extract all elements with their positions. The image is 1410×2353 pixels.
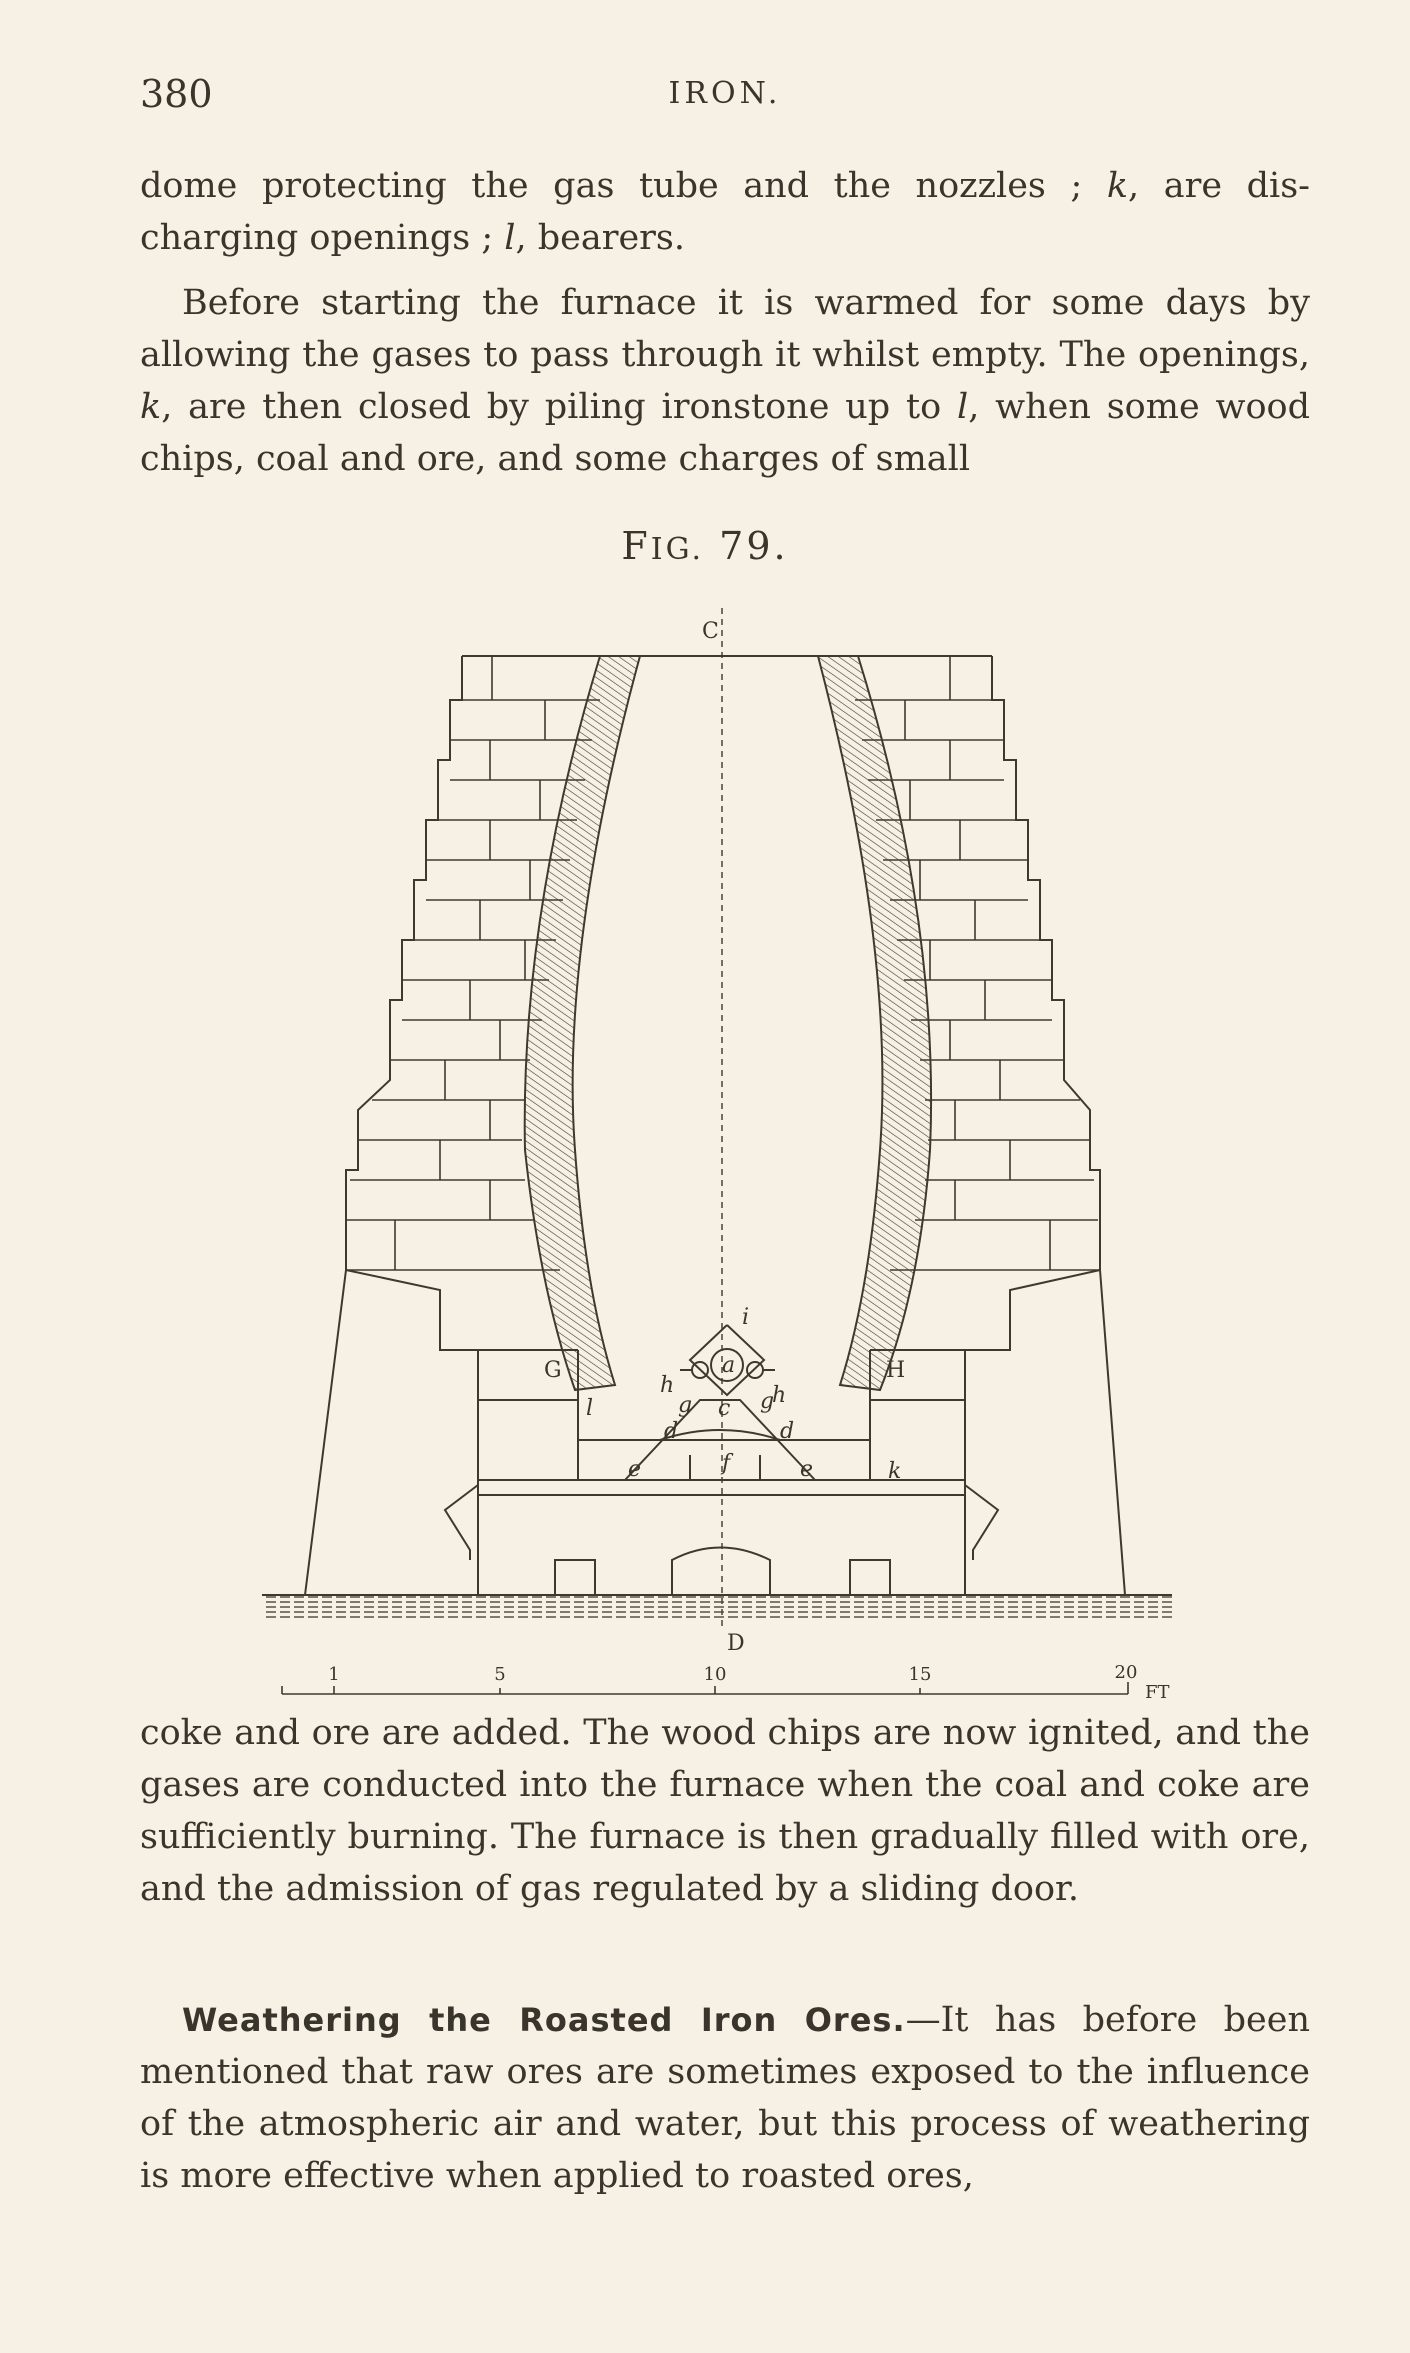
- right-outer-wall: [992, 656, 1125, 1595]
- page-header: [140, 72, 1310, 122]
- running-head: IRON.: [668, 76, 782, 111]
- paragraph-2-text-a: Before starting the furnace it is warmed for some days by allowing the gases to pass through it whilst empty. The openings,: [140, 283, 1310, 375]
- caption-number: 79.: [719, 524, 789, 568]
- label-C: C: [702, 619, 719, 644]
- scale-unit: FT: [1145, 1682, 1170, 1703]
- paragraph-2-italic-k: k: [140, 387, 162, 427]
- scale-tick-5: 5: [494, 1664, 506, 1685]
- label-h-right: h: [772, 1383, 787, 1408]
- scale-tick-1: 1: [328, 1664, 340, 1685]
- label-G: G: [544, 1358, 562, 1383]
- scale-tick-20: 20: [1114, 1662, 1138, 1683]
- label-c: c: [718, 1396, 731, 1421]
- label-a: a: [722, 1353, 736, 1378]
- paragraph-2-text-c: , when some wood chips, coal and ore, and some charges of small: [140, 387, 1310, 479]
- label-e-right: e: [800, 1457, 814, 1482]
- furnace-figure: [0, 590, 1410, 1720]
- furnace-base: [346, 1270, 1100, 1595]
- paragraph-1-text-c: , bearers.: [515, 218, 685, 258]
- label-g-left: g: [678, 1393, 693, 1418]
- label-d-left: d: [664, 1419, 679, 1444]
- label-g-right: g: [760, 1389, 775, 1414]
- figure-caption: [0, 524, 1410, 568]
- paragraph-2: [140, 277, 1310, 485]
- paragraph-4: [140, 1994, 1310, 2202]
- caption-label: IG.: [650, 532, 705, 567]
- label-i: i: [742, 1305, 750, 1330]
- page-number: 380: [140, 72, 213, 116]
- scale-tick-10: 10: [703, 1664, 727, 1685]
- left-outer-wall: [305, 656, 462, 1595]
- paragraph-1-italic-l: l: [504, 218, 516, 258]
- paragraph-4-text: —It has before been mentioned that raw ores are sometimes exposed to the influence of the atmospheric air and water, but this process of weathering is more effective when applied to roasted ores,: [140, 2000, 1310, 2196]
- ground-strip: [262, 1593, 1172, 1619]
- label-f: f: [722, 1451, 731, 1476]
- paragraph-1: [140, 160, 1310, 264]
- scale-tick-15: 15: [908, 1664, 932, 1685]
- paragraph-1-text-b: , are dis-charging openings ;: [140, 166, 1310, 258]
- section-heading: Weathering the Roasted Iron Ores.: [182, 2001, 906, 2039]
- paragraph-1-text-a: dome protecting the gas tube and the nozzles ;: [140, 166, 1107, 206]
- right-lining-wall: [818, 656, 931, 1390]
- label-D: D: [727, 1631, 745, 1656]
- caption-initial: F: [621, 524, 651, 568]
- left-lining-wall: [525, 656, 640, 1390]
- label-l: l: [586, 1396, 594, 1421]
- paragraph-3: coke and ore are added. The wood chips are now ignited, and the gases are conducted into the furnace when the coal and coke are sufficiently burning. The furnace is then gradually filled with ore, and the admission of gas regulated by a sliding door.: [140, 1713, 1310, 1909]
- paragraph-2-text-b: , are then closed by piling ironstone up to: [161, 387, 957, 427]
- label-k: k: [888, 1459, 902, 1484]
- label-H: H: [886, 1358, 906, 1383]
- label-e-left: e: [628, 1457, 642, 1482]
- label-d-right: d: [780, 1419, 795, 1444]
- paragraph-2-italic-l: l: [956, 387, 969, 427]
- label-h-left: h: [660, 1373, 675, 1398]
- paragraph-1-italic-k: k: [1106, 166, 1129, 206]
